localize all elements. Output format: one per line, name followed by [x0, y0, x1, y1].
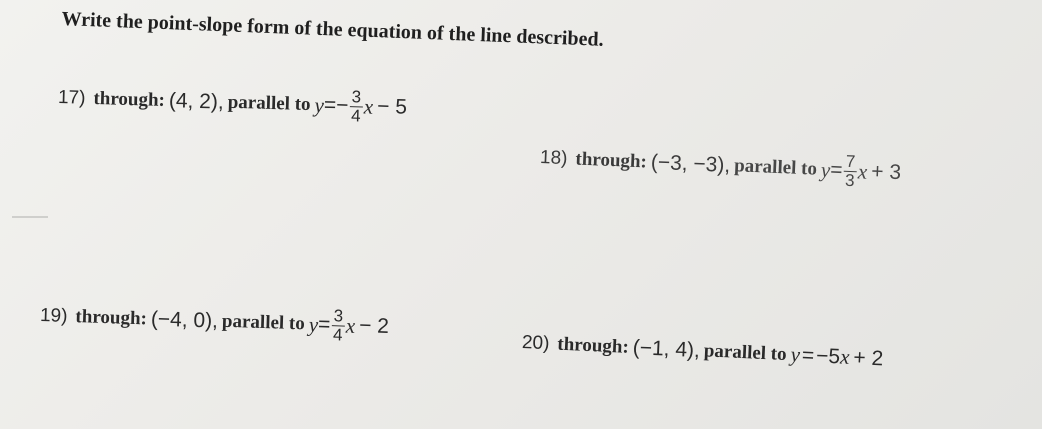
problem-number: 17) [57, 87, 86, 110]
slope-fraction [843, 153, 858, 190]
slope-fraction [331, 307, 346, 344]
parallel-label: parallel to [703, 339, 788, 365]
instructions-heading: Write the point-slope form of the equation of the line described. [61, 8, 604, 51]
problem-number: 18) [539, 147, 568, 170]
y-variable: y [820, 157, 831, 182]
parallel-label: parallel to [227, 92, 311, 116]
through-label: through: [93, 88, 166, 112]
constant-term: + 3 [870, 160, 902, 185]
slope-fraction [349, 88, 363, 125]
line-equation [308, 306, 389, 345]
point: (−3, −3), [650, 150, 731, 178]
slope-numerator: 7 [843, 153, 857, 172]
equals-sign: = [829, 158, 844, 183]
equals-sign: = [801, 343, 815, 367]
point: (4, 2), [168, 89, 225, 114]
x-variable: x [363, 94, 374, 119]
constant-term: − 5 [376, 95, 408, 120]
problem-17 [57, 80, 411, 127]
slope-denominator: 3 [844, 170, 855, 191]
equals-sign: = [317, 313, 331, 337]
problem-number: 19) [39, 305, 68, 328]
x-variable: x [857, 159, 868, 184]
problem-19 [39, 298, 393, 346]
slope-coefficient: −5 [815, 343, 841, 368]
line-equation [790, 342, 884, 371]
problem-20 [521, 330, 887, 372]
through-label: through: [556, 333, 630, 358]
y-variable: y [314, 93, 325, 118]
x-variable: x [345, 313, 356, 338]
y-variable: y [790, 342, 801, 367]
constant-term: − 2 [358, 314, 390, 339]
constant-term: + 2 [852, 345, 884, 370]
negative-sign: − [335, 94, 349, 118]
equals-sign: = [323, 93, 337, 118]
y-variable: y [308, 312, 319, 337]
problem-number: 20) [521, 331, 550, 354]
slope-numerator: 3 [331, 307, 345, 326]
slope-numerator: 3 [349, 88, 363, 107]
paper-mark [12, 216, 48, 218]
through-label: through: [575, 148, 648, 173]
line-equation [820, 152, 902, 192]
through-label: through: [75, 306, 148, 330]
line-equation [314, 87, 407, 126]
parallel-label: parallel to [221, 311, 306, 335]
slope-denominator: 4 [332, 325, 343, 345]
slope-denominator: 4 [350, 106, 361, 126]
x-variable: x [839, 344, 851, 369]
point: (−4, 0), [150, 307, 219, 333]
parallel-label: parallel to [733, 155, 818, 180]
problem-18 [539, 140, 906, 192]
point: (−1, 4), [632, 335, 701, 362]
